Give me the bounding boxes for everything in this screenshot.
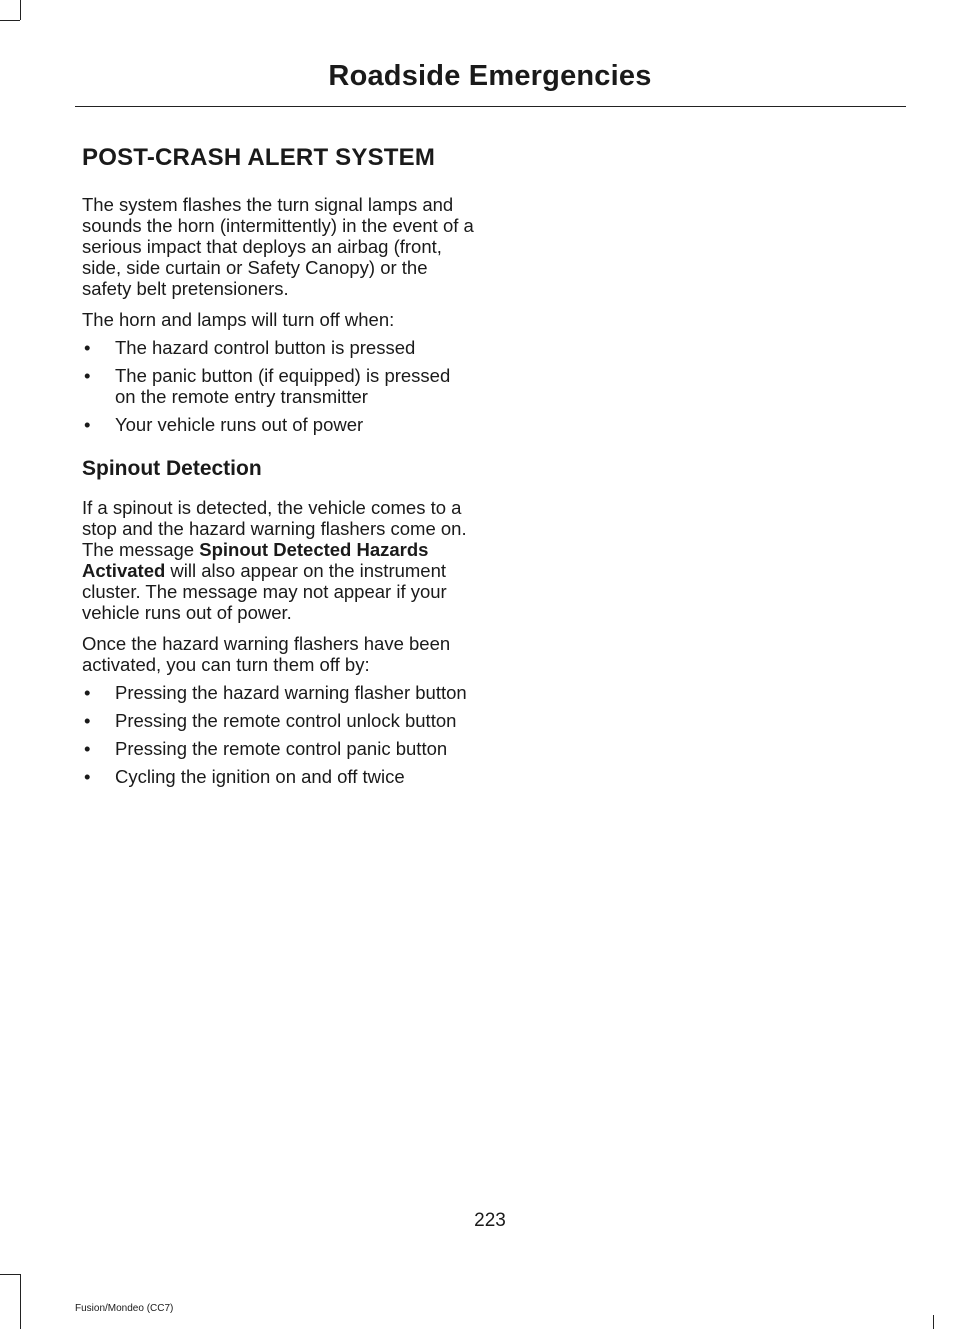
header-rule <box>75 106 906 107</box>
list-item: • Your vehicle runs out of power <box>84 414 364 435</box>
turn-off-list <box>82 337 474 435</box>
crop-mark-bottom-left-vertical <box>20 1274 21 1329</box>
flashers-off-list <box>82 682 474 787</box>
footer-model: Fusion/Mondeo (CC7) <box>75 1303 174 1314</box>
bullet-icon: • <box>84 738 91 759</box>
crop-mark-bottom-right-vertical <box>933 1315 934 1329</box>
bullet-icon: • <box>84 337 91 358</box>
bullet-icon: • <box>84 365 91 386</box>
list-item: • The panic button (if equipped) is pressed on the remote entry transmitter <box>84 365 451 407</box>
bullet-icon: • <box>84 682 91 703</box>
turn-off-lead: The horn and lamps will turn off when: <box>82 309 395 330</box>
list-item: • Cycling the ignition on and off twice <box>84 766 405 787</box>
list-item: • Pressing the hazard warning flasher button <box>84 682 467 703</box>
bullet-icon: • <box>84 414 91 435</box>
spinout-message: Spinout Detected Hazards Activated <box>82 539 429 581</box>
list-item: • Pressing the remote control unlock button <box>84 710 457 731</box>
crop-mark-bottom-left-horizontal <box>0 1274 20 1275</box>
page-number: 223 <box>474 1210 506 1231</box>
intro-paragraph: The system flashes the turn signal lamps and sounds the horn (intermittently) in the event of a serious impact that deploys an airbag (front, side, side curtain or Safety Canopy) or the safety belt pretensioners. <box>82 194 474 299</box>
crop-mark-top-left-horizontal <box>0 20 20 21</box>
list-item: • The hazard control button is pressed <box>84 337 416 358</box>
spinout-paragraph: If a spinout is detected, the vehicle comes to a stop and the hazard warning flashers come on. The message Spinout Detected Hazards Activated will also appear on the instrument cluster. The message may not appear if your vehicle runs out of power. <box>82 497 467 623</box>
content-column <box>82 144 474 794</box>
spinout-title: Spinout Detection <box>82 457 262 480</box>
flashers-lead: Once the hazard warning flashers have been activated, you can turn them off by: <box>82 633 451 675</box>
chapter-title: Roadside Emergencies <box>328 60 652 92</box>
crop-mark-top-left-vertical <box>20 0 21 20</box>
bullet-icon: • <box>84 710 91 731</box>
section-title: POST-CRASH ALERT SYSTEM <box>82 144 436 171</box>
list-item: • Pressing the remote control panic button <box>84 738 448 759</box>
bullet-icon: • <box>84 766 91 787</box>
